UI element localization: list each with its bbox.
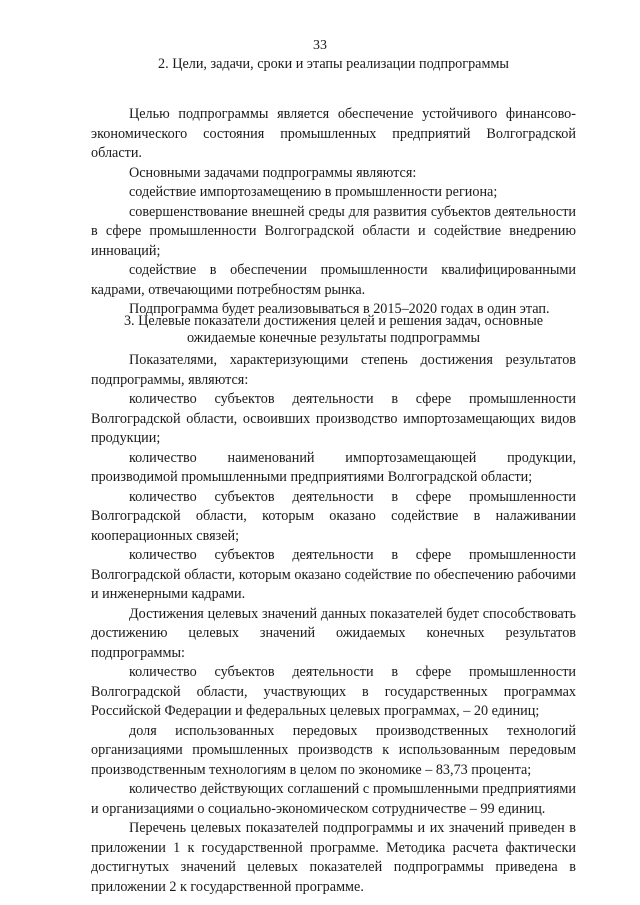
paragraph: количество наименований импортозамещающей продукции, производимой промышленными предприятиями Волгоградской области; — [91, 449, 576, 485]
page-number: 33 — [313, 38, 327, 53]
paragraph: доля использованных передовых производственных технологий организациями промышленных производств к использованным передовым производственным технологиям в целом по экономике – 83,73 процента; — [91, 722, 576, 778]
section-2-body — [91, 105, 576, 320]
paragraph: Основными задачами подпрограммы являются: — [129, 164, 417, 181]
paragraph: совершенствование внешней среды для развития субъектов деятельности в сфере промышленности Волгоградской области и содействие внедрению инноваций; — [91, 203, 576, 259]
paragraph: Перечень целевых показателей подпрограммы и их значений приведен в приложении 1 к государственной программе. Методика расчета фактически достигнутых значений целевых показателей подпрограммы приведена в приложении 2 к государственной программе. — [91, 820, 576, 895]
paragraph: количество субъектов деятельности в сфере промышленности Волгоградской области, которым оказано содействие в налаживании кооперационных связей; — [91, 488, 576, 544]
paragraph: Подпрограмма будет реализовываться в 2015–2020 годах в один этап. — [129, 301, 550, 317]
paragraph: Целью подпрограммы является обеспечение устойчивого финансово-экономического состояния промышленных предприятий Волгоградской области. — [91, 106, 576, 161]
paragraph: количество субъектов деятельности в сфере промышленности Волгоградской области, которым оказано содействие по обеспечению рабочими и инженерными кадрами. — [91, 547, 576, 602]
paragraph: Достижения целевых значений данных показателей будет способствовать достижению целевых значений ожидаемых конечных результатов подпрограммы: — [91, 605, 576, 661]
paragraph: содействие в обеспечении промышленности квалифицированными кадрами, отвечающими потребностям рынка. — [91, 262, 576, 298]
paragraph: содействие импортозамещению в промышленности региона; — [129, 184, 498, 200]
section-2-heading: 2. Цели, задачи, сроки и этапы реализации подпрограммы — [158, 56, 509, 72]
paragraph: количество субъектов деятельности в сфере промышленности Волгоградской области, освоивших производство импортозамещающих видов продукции; — [91, 391, 576, 446]
paragraph: Показателями, характеризующими степень достижения результатов подпрограммы, являются: — [91, 352, 576, 388]
section-3-heading: 3. Целевые показатели достижения целей и решения задач, основные ожидаемые конечные результаты подпрограммы — [123, 313, 544, 346]
paragraph: количество действующих соглашений с промышленными предприятиями и организациями о социально-экономическом сотрудничестве – 99 единиц. — [91, 781, 576, 817]
section-3-body — [91, 351, 576, 897]
paragraph: количество субъектов деятельности в сфере промышленности Волгоградской области, участвующих в государственных программах Российской Федерации и федеральных целевых программах, – 20 единиц; — [91, 664, 576, 719]
